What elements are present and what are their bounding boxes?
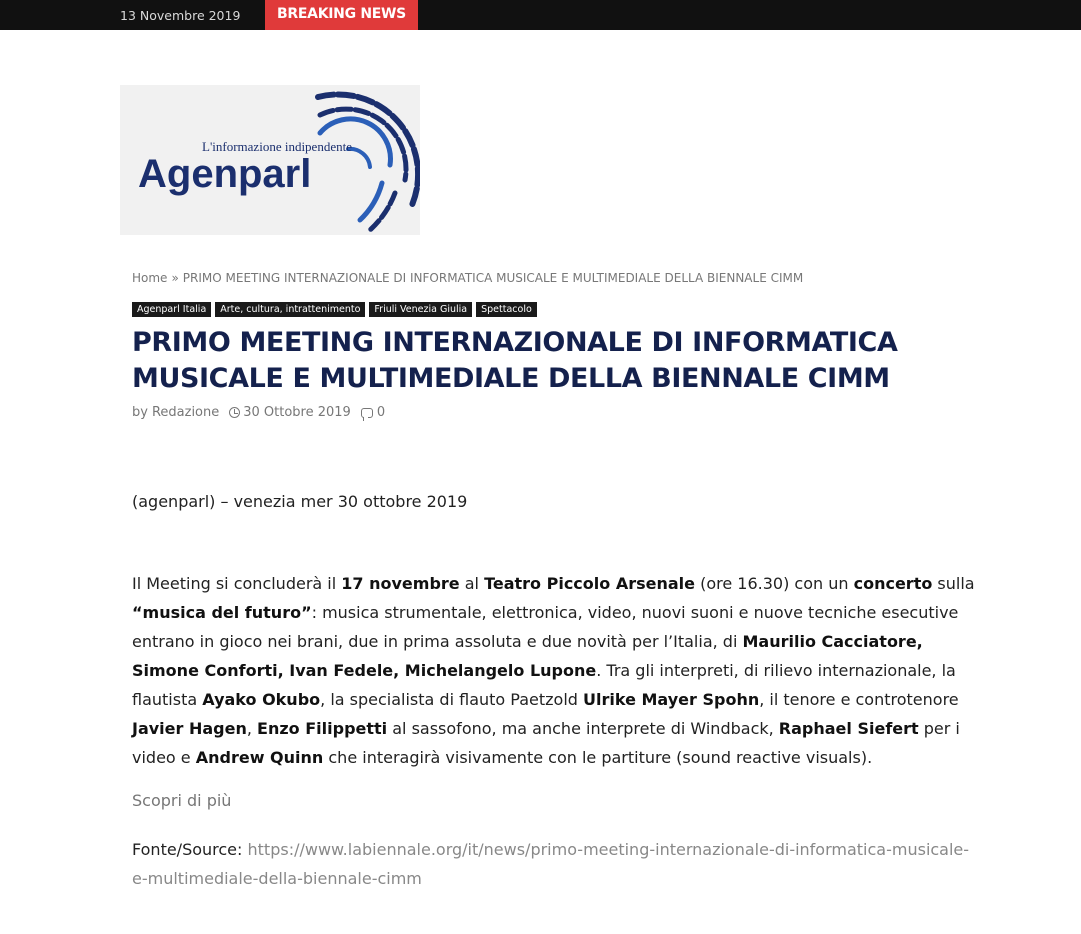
category-tag[interactable]: Arte, cultura, intrattenimento	[215, 302, 365, 317]
text-segment: ,	[246, 719, 258, 738]
category-tag[interactable]: Friuli Venezia Giulia	[369, 302, 472, 317]
publish-date: 30 Ottobre 2019	[243, 405, 351, 420]
breadcrumb-home-link[interactable]: Home	[132, 271, 168, 285]
text-segment: (ore 16.30) con un	[695, 574, 854, 593]
text-segment: per i video e	[132, 719, 960, 767]
article-meta	[132, 405, 385, 420]
bold-segment: Enzo Filippetti	[257, 719, 388, 738]
agenparl-logo-icon	[120, 85, 420, 235]
article-title: PRIMO MEETING INTERNAZIONALE DI INFORMATICA MUSICALE E MULTIMEDIALE DELLA BIENNALE CIMM	[132, 327, 898, 394]
author-link[interactable]: Redazione	[151, 405, 220, 420]
text-segment: : musica strumentale, elettronica, video, nuovi suoni e nuove tecniche esecutive entrano in gioco nei brani, due in prima assoluta e due novità per l’Italia, di	[132, 603, 959, 651]
breadcrumb-current: PRIMO MEETING INTERNAZIONALE DI INFORMATICA MUSICALE E MULTIMEDIALE DELLA BIENNALE CIMM	[182, 271, 804, 285]
top-bar	[0, 0, 1081, 30]
bold-segment: Ulrike Mayer Spohn	[583, 690, 760, 709]
logo-wordmark: Agenparl	[138, 152, 312, 196]
text-segment: al	[459, 574, 485, 593]
bold-segment: “musica del futuro”	[132, 603, 312, 622]
category-tag[interactable]: Spettacolo	[476, 302, 537, 317]
bold-segment: Raphael Siefert	[778, 719, 919, 738]
clock-icon	[229, 407, 240, 418]
bold-segment: Teatro Piccolo Arsenale	[484, 574, 695, 593]
breaking-news-label[interactable]: BREAKING NEWS	[265, 0, 418, 30]
article-paragraph	[132, 569, 977, 772]
source-label: Fonte/Source:	[132, 840, 243, 859]
text-segment: al sassofono, ma anche interprete di Windback,	[387, 719, 779, 738]
source-link[interactable]: https://www.labiennale.org/it/news/primo-meeting-internazionale-di-informatica-musicale-e-multimediale-della-biennale-cimm	[132, 840, 970, 888]
logo-tagline: L'informazione indipendente	[202, 139, 352, 154]
bold-segment: Ayako Okubo	[202, 690, 321, 709]
category-tag[interactable]: Agenparl Italia	[132, 302, 211, 317]
bold-segment: concerto	[853, 574, 933, 593]
text-segment: che interagirà visivamente con le partiture (sound reactive visuals).	[323, 748, 873, 767]
text-segment: sulla	[932, 574, 975, 593]
breadcrumb-separator: »	[171, 271, 179, 285]
comment-icon[interactable]	[361, 408, 373, 418]
bold-segment: Maurilio Cacciatore, Simone Conforti, Ivan Fedele, Michelangelo Lupone	[132, 632, 923, 680]
current-date: 13 Novembre 2019	[120, 8, 241, 23]
bold-segment: 17 novembre	[341, 574, 460, 593]
bold-segment: Javier Hagen	[132, 719, 247, 738]
by-label: by	[132, 405, 148, 420]
comment-count[interactable]: 0	[376, 405, 386, 420]
site-logo[interactable]	[120, 85, 420, 235]
read-more-link[interactable]: Scopri di più	[132, 791, 232, 810]
article-lead: (agenparl) – venezia mer 30 ottobre 2019	[132, 492, 468, 511]
text-segment: , la specialista di flauto Paetzold	[320, 690, 584, 709]
category-tags	[132, 302, 537, 317]
text-segment: , il tenore e controtenore	[759, 690, 959, 709]
text-segment: Il Meeting si concluderà il	[132, 574, 342, 593]
bold-segment: Andrew Quinn	[195, 748, 324, 767]
breadcrumb	[132, 271, 803, 285]
text-segment: . Tra gli interpreti, di rilievo internazionale, la flautista	[132, 661, 956, 709]
source-line	[132, 835, 977, 893]
